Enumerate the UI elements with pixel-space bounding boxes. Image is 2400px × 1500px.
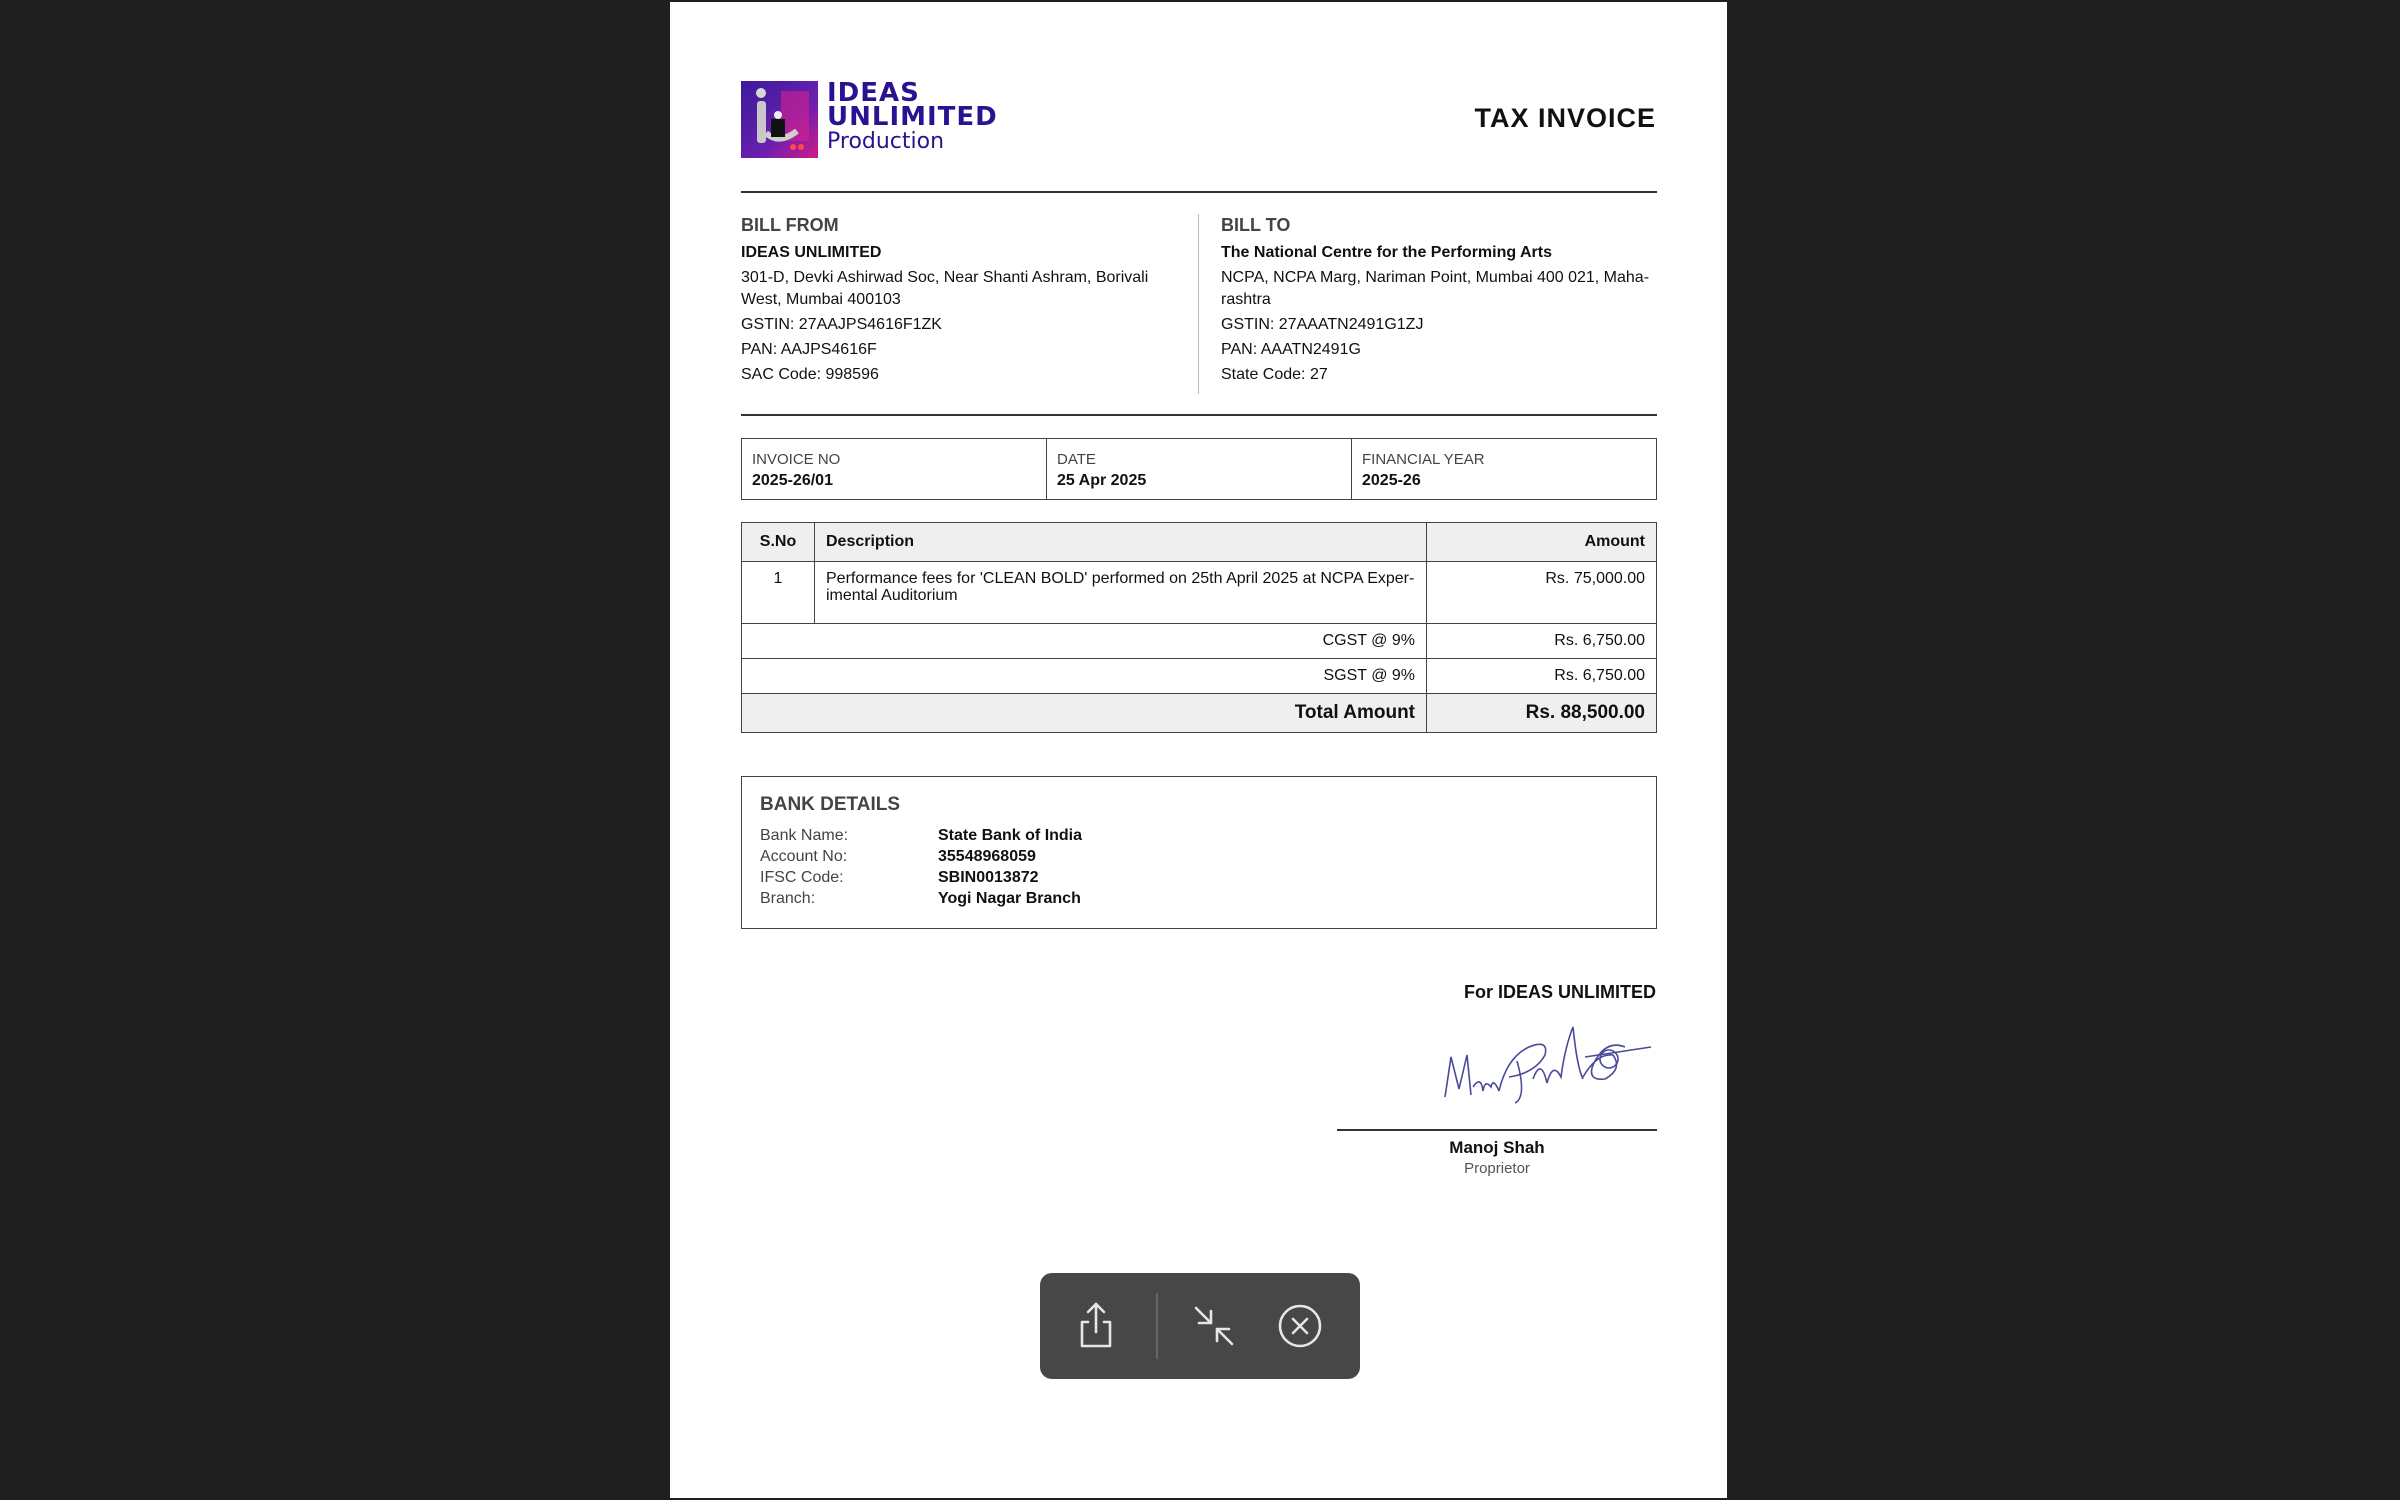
invoice-no-value: 2025-26/01 xyxy=(752,472,833,489)
signatory-name: Manoj Shah xyxy=(1449,1138,1545,1157)
bill-from-heading: BILL FROM xyxy=(741,215,839,235)
items-table xyxy=(741,522,1657,733)
cgst-label: CGST @ 9% xyxy=(742,624,1427,659)
close-button[interactable] xyxy=(1270,1296,1330,1356)
ifsc-code-value: SBIN0013872 xyxy=(938,869,1039,886)
bill-to-gstin: GSTIN: 27AAATN2491G1ZJ xyxy=(1221,316,1424,333)
logo-line-3: Production xyxy=(827,129,945,154)
handwritten-signature xyxy=(1437,1017,1657,1112)
description-header: Description xyxy=(815,523,1427,562)
financial-year-cell xyxy=(1352,439,1656,499)
signature-line xyxy=(1337,1129,1657,1131)
bank-name-label: Bank Name: xyxy=(760,827,849,844)
company-logo-icon xyxy=(741,81,818,158)
bill-from-sac-code: SAC Code: 998596 xyxy=(741,366,879,383)
invoice-meta-box xyxy=(741,438,1657,500)
sgst-label: SGST @ 9% xyxy=(742,659,1427,694)
total-row xyxy=(742,694,1657,733)
bill-from-name: IDEAS UNLIMITED xyxy=(741,244,882,261)
invoice-no-cell xyxy=(742,439,1047,499)
date-value: 25 Apr 2025 xyxy=(1057,472,1147,489)
cgst-row xyxy=(742,624,1657,659)
bill-to-heading: BILL TO xyxy=(1221,215,1291,235)
sgst-amount: Rs. 6,750.00 xyxy=(1427,659,1657,694)
table-row xyxy=(742,562,1657,624)
collapse-button[interactable] xyxy=(1184,1296,1244,1356)
bank-details-heading: BANK DETAILS xyxy=(760,794,901,815)
bill-to-state-code: State Code: 27 xyxy=(1221,366,1328,383)
toolbar-divider xyxy=(1156,1293,1158,1359)
invoice-no-label: INVOICE NO xyxy=(752,451,841,468)
party-divider xyxy=(1198,214,1199,394)
logo-line-1: IDEAS xyxy=(827,78,920,108)
logo-line-2: UNLIMITED xyxy=(827,102,998,132)
bank-name-row xyxy=(760,827,1082,845)
branch-value: Yogi Nagar Branch xyxy=(938,890,1081,907)
signatory-role: Proprietor xyxy=(1464,1160,1530,1177)
share-icon xyxy=(1066,1296,1126,1356)
branch-label: Branch: xyxy=(760,890,816,907)
sgst-row xyxy=(742,659,1657,694)
bank-details-box xyxy=(741,776,1657,929)
bill-to-section xyxy=(1221,214,1661,386)
amount-header: Amount xyxy=(1427,523,1657,562)
branch-row xyxy=(760,890,1081,908)
financial-year-label: FINANCIAL YEAR xyxy=(1362,451,1485,468)
financial-year-value: 2025-26 xyxy=(1362,472,1421,489)
account-no-value: 35548968059 xyxy=(938,848,1036,865)
bill-from-gstin: GSTIN: 27AAJPS4616F1ZK xyxy=(741,316,942,333)
parties-divider xyxy=(741,414,1657,416)
share-button[interactable] xyxy=(1066,1296,1126,1356)
bill-to-name: The National Centre for the Performing Arts xyxy=(1221,244,1552,261)
account-no-row xyxy=(760,848,1036,866)
total-amount: Rs. 88,500.00 xyxy=(1427,694,1657,733)
signature-for-label: For IDEAS UNLIMITED xyxy=(1464,982,1656,1002)
account-no-label: Account No: xyxy=(760,848,848,865)
total-label: Total Amount xyxy=(742,694,1427,733)
close-icon xyxy=(1270,1296,1330,1356)
cgst-amount: Rs. 6,750.00 xyxy=(1427,624,1657,659)
floating-toolbar xyxy=(1040,1273,1360,1379)
header-divider xyxy=(741,191,1657,193)
bill-from-address: 301-D, Devki Ashirwad Soc, Near Shanti Ashram, Borivali West, Mumbai 400103 xyxy=(741,269,1149,308)
ifsc-code-label: IFSC Code: xyxy=(760,869,844,886)
row-description: Performance fees for 'CLEAN BOLD' performed on 25th April 2025 at NCPA Exper-imental Auditorium xyxy=(815,562,1427,624)
date-label: DATE xyxy=(1057,451,1096,468)
bill-from-pan: PAN: AAJPS4616F xyxy=(741,341,877,358)
row-sno: 1 xyxy=(742,562,815,624)
bill-to-pan: PAN: AAATN2491G xyxy=(1221,341,1361,358)
company-logo-text xyxy=(827,78,998,154)
date-cell xyxy=(1047,439,1352,499)
table-header-row xyxy=(742,523,1657,562)
bill-to-address: NCPA, NCPA Marg, Nariman Point, Mumbai 400 021, Maha-rashtra xyxy=(1221,269,1650,308)
collapse-icon xyxy=(1184,1296,1244,1356)
ifsc-code-row xyxy=(760,869,1039,887)
bill-from-section xyxy=(741,214,1191,386)
row-amount: Rs. 75,000.00 xyxy=(1427,562,1657,624)
document-title: TAX INVOICE xyxy=(1474,103,1656,133)
sno-header: S.No xyxy=(742,523,815,562)
bank-name-value: State Bank of India xyxy=(938,827,1083,844)
